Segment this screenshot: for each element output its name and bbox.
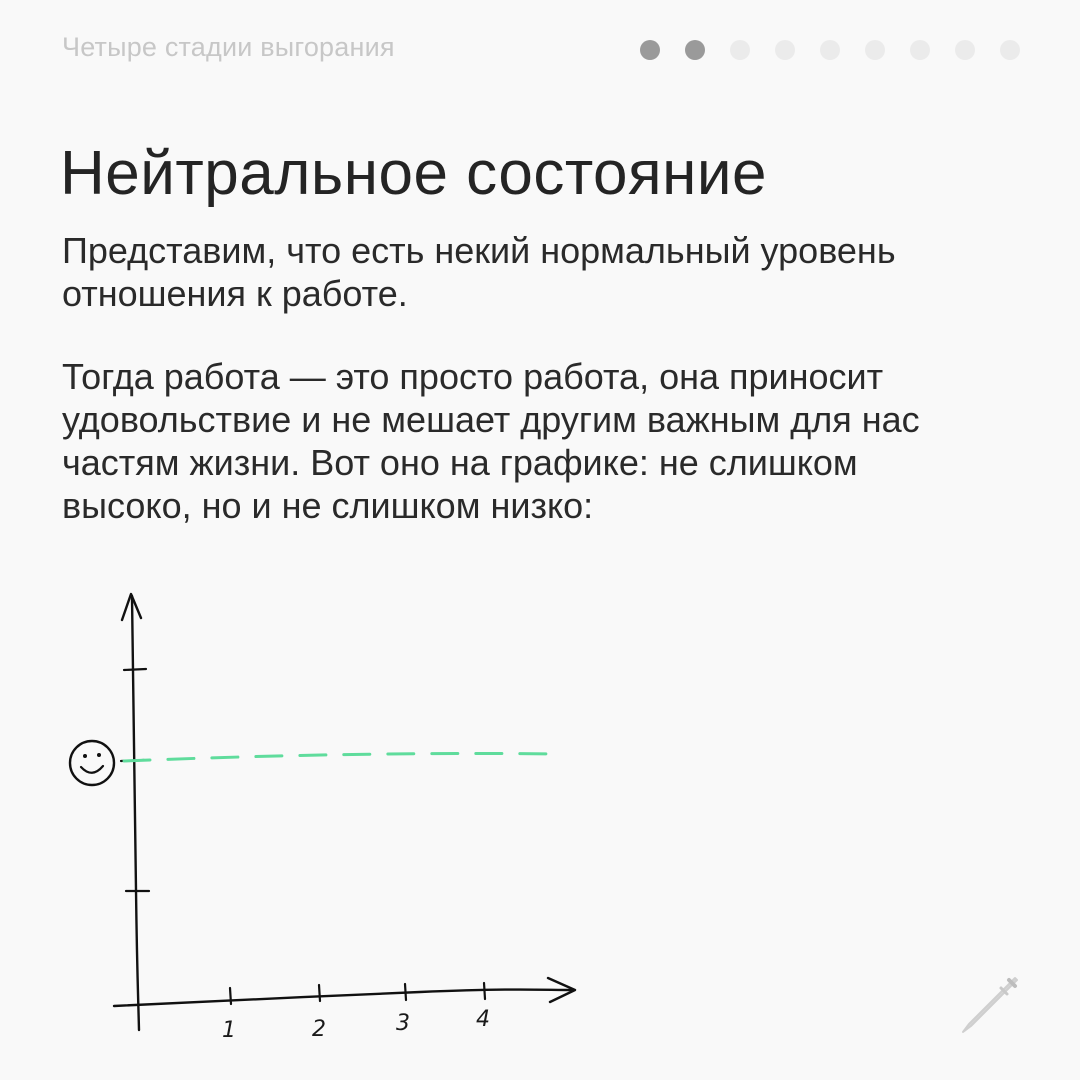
progress-dot-8: [955, 40, 975, 60]
x-tick-label: 4: [476, 1007, 490, 1032]
x-axis: [114, 990, 574, 1007]
x-tick: [484, 983, 485, 999]
neutral-level-line: [124, 753, 555, 761]
pen-icon: [955, 970, 1025, 1040]
x-tick: [319, 985, 320, 1001]
slide-progress-indicator: [640, 40, 1045, 60]
paragraph-body: Тогда работа — это просто работа, она приносит удовольствие и не мешает другим важным для нас частям жизни. Вот оно на графике: не слишком высоко, но и не слишком низко:: [62, 356, 920, 526]
progress-dot-9: [1000, 40, 1020, 60]
progress-dot-1: [640, 40, 660, 60]
x-tick-label: 3: [396, 1011, 410, 1036]
progress-dot-2: [685, 40, 705, 60]
x-tick: [405, 984, 406, 1000]
progress-dot-6: [865, 40, 885, 60]
paragraph-intro: Представим, что есть некий нормальный уровень отношения к работе.: [62, 230, 896, 314]
progress-dot-3: [730, 40, 750, 60]
x-tick: [230, 988, 231, 1004]
series-title: Четыре стадии выгорания: [62, 32, 395, 62]
progress-dot-5: [820, 40, 840, 60]
progress-dot-7: [910, 40, 930, 60]
y-axis: [132, 596, 139, 1030]
slide-title: Нейтральное состояние: [60, 139, 767, 208]
neutral-state-chart: [0, 560, 620, 1060]
y-tick: [124, 669, 146, 670]
x-tick-label: 2: [312, 1017, 326, 1042]
smiley-face-icon: [70, 741, 114, 785]
x-tick-label: 1: [222, 1018, 236, 1043]
progress-dot-4: [775, 40, 795, 60]
